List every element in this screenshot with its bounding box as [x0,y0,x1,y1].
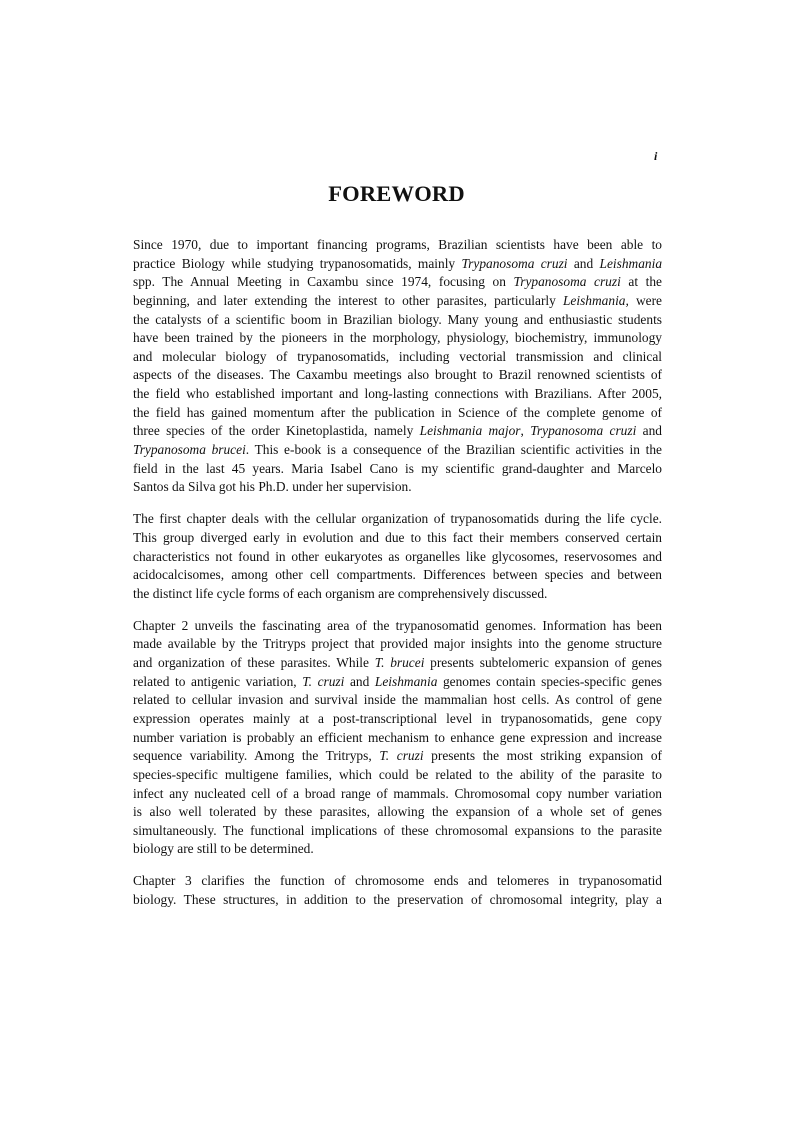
text-line [133,292,662,311]
text-segment: species-specific multigene families, which could be related to the ability of the parasite to [133,766,662,782]
text-segment: and molecular biology of trypanosomatids, including vectorial transmission and clinical [133,348,662,364]
line-text [133,442,662,457]
line-text [133,730,662,745]
text-segment: infect any nucleated cell of a broad range of mammals. Chromosomal copy number variation [133,785,662,801]
line-text [133,636,662,651]
text-line [133,691,662,710]
text-segment: the field who established important and long-lasting connections with Brazilians. After 2005, [133,386,662,402]
text-line [133,654,662,673]
text-line [133,236,662,255]
text-line [133,422,662,441]
line-text [133,567,662,582]
line-text [133,530,662,545]
line-text [133,549,662,564]
text-segment: simultaneously. The functional implications of these chromosomal expansions to the parasite [133,822,662,838]
line-text [133,841,314,856]
text-line [133,710,662,729]
text-line [133,311,662,330]
text-segment: and [636,423,662,439]
text-segment: have been trained by the pioneers in the morphology, physiology, biochemistry, immunology [133,330,662,346]
text-line [133,348,662,367]
text-segment: the catalysts of a scientific boom in Brazilian biology. Many young and enthusiastic students [133,311,662,327]
line-text [133,405,662,420]
italic-text: Trypanosoma cruzi [513,274,621,290]
italic-text: T. cruzi [302,673,345,689]
text-segment: and organization of these parasites. While [133,655,375,671]
text-segment: This group diverged early in evolution and due to this fact their members conserved certain [133,529,662,545]
text-segment: genomes contain species-specific genes [437,673,662,689]
line-text [133,804,662,819]
line-text [133,892,662,907]
text-segment: beginning, and later extending the interest to other parasites, particularly [133,292,563,308]
paragraph [133,617,662,859]
italic-text: Leishmania [374,673,438,689]
line-text [133,692,662,707]
text-line [133,840,662,859]
text-line [133,460,662,479]
text-segment: practice Biology while studying trypanosomatids, mainly [133,255,462,271]
text-segment: Chapter 2 unveils the fascinating area of the trypanosomatid genomes. Information has been [133,617,662,633]
paragraph [133,510,662,603]
text-line [133,329,662,348]
text-line [133,385,662,404]
italic-text: Trypanosoma cruzi [461,255,568,271]
text-line [133,273,662,292]
text-line [133,822,662,841]
italic-text: Leishmania [599,255,663,271]
page-title: FOREWORD [328,181,465,206]
text-line [133,747,662,766]
text-segment: were [628,292,662,308]
line-text [133,674,662,689]
line-text [133,330,662,345]
text-segment: Since 1970, due to important financing programs, Brazilian scientists have been able to [133,237,662,252]
line-text [133,479,412,494]
text-segment: related to cellular invasion and survival inside the mammalian host cells. As control of gene [133,692,662,708]
text-segment: Chapter 3 clarifies the function of chromosome ends and telomeres in trypanosomatid [133,873,662,889]
text-line [133,785,662,804]
italic-text: Leishmania major [419,423,521,439]
text-segment: is also well tolerated by these parasites, allowing the expansion of a whole set of genes [133,804,662,820]
line-text [133,511,662,526]
text-segment: sequence variability. Among the Tritryps, [133,748,380,764]
text-line [133,548,662,567]
text-line [133,404,662,423]
line-text [133,312,662,327]
paragraph [133,236,662,497]
text-line [133,729,662,748]
text-segment: the field has gained momentum after the publication in Science of the complete genome of [133,404,662,420]
line-text [133,367,662,382]
italic-text: T. brucei [374,655,425,671]
text-segment: field in the last 45 years. Maria Isabel Cano is my scientific grand-daughter and Marcelo [133,460,662,476]
foreword-body [133,236,662,923]
line-text [133,618,662,633]
italic-text: Trypanosoma cruzi [530,423,637,439]
text-segment: Santos da Silva got his Ph.D. under her supervision. [133,479,412,495]
text-segment: and [567,255,600,271]
text-line [133,673,662,692]
text-line [133,766,662,785]
line-text [133,461,662,476]
italic-text: T. cruzi [379,748,424,764]
text-line [133,891,662,910]
text-line [133,872,662,891]
text-line [133,585,662,604]
text-segment: made available by the Tritryps project that provided major insights into the genome structure [133,636,662,652]
text-segment: presents subtelomeric expansion of genes [424,655,663,671]
paragraph [133,872,662,909]
line-text [133,655,662,670]
text-segment: number variation is probably an efficient mechanism to enhance gene expression and increase [133,729,662,745]
line-text [133,586,547,601]
text-segment: acidocalcisomes, among other cell compartments. Differences between species and between [133,567,662,583]
text-segment: biology. These structures, in addition to the preservation of chromosomal integrity, play a [133,892,662,908]
text-segment: presents the most striking expansion of [423,748,662,764]
line-text [133,349,662,364]
text-segment: , [520,423,531,439]
line-text [133,748,662,763]
text-line [133,441,662,460]
line-text [133,711,662,726]
text-line [133,366,662,385]
text-segment: and [344,673,375,689]
line-text [133,786,662,801]
text-line [133,510,662,529]
text-segment: at the [620,274,662,290]
text-segment: expression operates mainly at a post-transcriptional level in trypanosomatids, gene copy [133,710,662,726]
text-segment: spp. The Annual Meeting in Caxambu since 1974, focusing on [133,274,514,290]
italic-text: Trypanosoma brucei [133,442,246,458]
text-segment: The first chapter deals with the cellular organization of trypanosomatids during the life cycle. [133,511,662,527]
text-segment: three species of the order Kinetoplastida, namely [133,423,420,439]
text-segment: the distinct life cycle forms of each organism are comprehensively discussed. [133,585,548,601]
line-text [133,237,662,252]
text-segment: characteristics not found in other eukaryotes as organelles like glycosomes, reservosomes and [133,548,662,564]
line-text [133,873,662,888]
line-text [133,293,662,308]
line-text [133,767,662,782]
text-line [133,478,662,497]
text-line [133,255,662,274]
line-text [133,274,662,289]
page-number: i [654,149,658,163]
line-text [133,386,662,401]
line-text [133,823,662,838]
italic-text: Leishmania, [562,292,629,308]
text-line [133,803,662,822]
text-segment: aspects of the diseases. The Caxambu meetings also brought to Brazil renowned scientists of [133,367,662,383]
line-text [133,423,662,438]
text-line [133,635,662,654]
text-line [133,529,662,548]
line-text [133,256,662,271]
text-segment: . This e-book is a consequence of the Brazilian scientific activities in the [245,442,662,458]
text-segment: related to antigenic variation, [133,673,303,689]
text-segment: biology are still to be determined. [133,841,314,857]
text-line [133,566,662,585]
text-line [133,617,662,636]
